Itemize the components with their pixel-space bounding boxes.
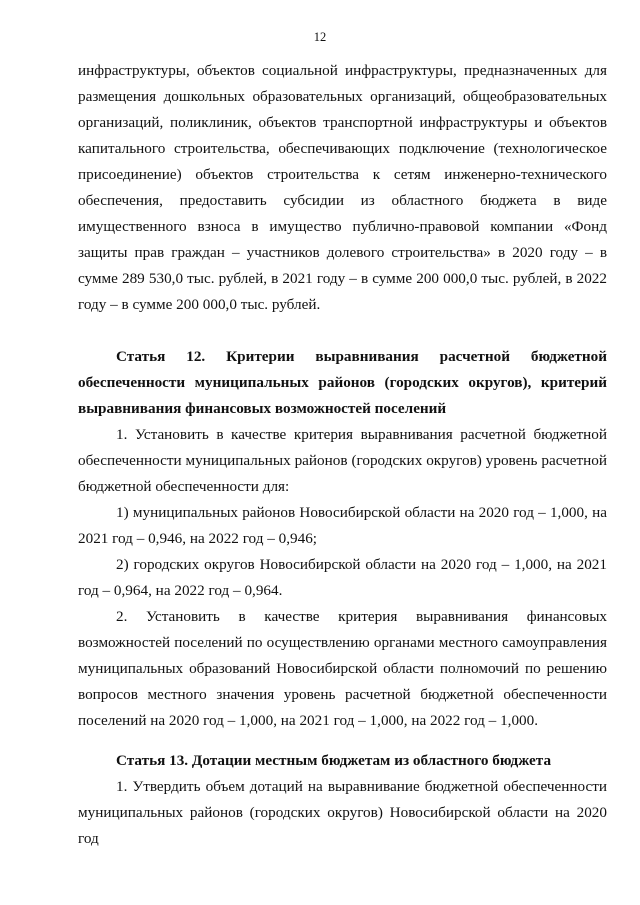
text-line: имущественного взноса в имущество публично-правовой компании «Фонд <box>78 218 607 235</box>
text-line: организаций, поликлиник, объектов транспортной инфраструктуры и объектов <box>78 114 607 131</box>
text-line: бюджетной обеспеченности для: <box>78 478 290 495</box>
text-line: год – 0,964, на 2022 год – 0,964. <box>78 582 283 599</box>
text-line: возможностей поселений по осуществлению органами местного самоуправления <box>78 634 607 651</box>
heading-line: Статья 12. Критерии выравнивания расчетной бюджетной <box>116 348 607 365</box>
text-line: вопросов местного значения уровень расчетной бюджетной обеспеченности <box>78 686 607 703</box>
text-line: капитального строительства, обеспечивающих подключение (технологическое <box>78 140 607 157</box>
article-12-item-2 <box>78 552 607 604</box>
text-line: сумме 289 530,0 тыс. рублей, в 2021 году – в сумме 200 000,0 тыс. рублей, в 2022 <box>78 270 607 287</box>
text-line: обеспеченности муниципальных районов (городских округов) уровень расчетной <box>78 452 607 469</box>
intro-paragraph <box>78 58 607 318</box>
text-line: году – в сумме 200 000,0 тыс. рублей. <box>78 296 321 313</box>
text-line: присоединение) объектов строительства к сетям инженерно-технического <box>78 166 607 183</box>
heading-line: обеспеченности муниципальных районов (городских округов), критерий <box>78 374 607 391</box>
article-12-heading <box>78 344 607 422</box>
text-line: 1. Установить в качестве критерия выравнивания расчетной бюджетной <box>116 426 607 443</box>
text-line: 1) муниципальных районов Новосибирской области на 2020 год – 1,000, на <box>116 504 607 521</box>
article-13-heading: Статья 13. Дотации местным бюджетам из областного бюджета <box>116 752 552 769</box>
text-line: поселений на 2020 год – 1,000, на 2021 год – 1,000, на 2022 год – 1,000. <box>78 712 539 729</box>
text-line: 2021 год – 0,946, на 2022 год – 0,946; <box>78 530 318 547</box>
document-body <box>78 58 607 852</box>
text-line: защиты прав граждан – участников долевого строительства» в 2020 году – в <box>78 244 607 261</box>
text-line: инфраструктуры, объектов социальной инфраструктуры, предназначенных для <box>78 62 607 79</box>
page-number: 12 <box>313 30 327 44</box>
heading-line: выравнивания финансовых возможностей поселений <box>78 400 447 417</box>
text-line: 2) городских округов Новосибирской области на 2020 год – 1,000, на 2021 <box>116 556 607 573</box>
text-line: размещения дошкольных образовательных организаций, общеобразовательных <box>78 88 607 105</box>
article-12-item-1 <box>78 500 607 552</box>
text-line: муниципальных районов (городских округов) Новосибирской области на 2020 год <box>78 804 607 847</box>
text-line: муниципальных образований Новосибирской области полномочий по решению <box>78 660 607 677</box>
article-12-paragraph-1 <box>78 422 607 500</box>
text-line: обеспечения, предоставить субсидии из областного бюджета в виде <box>78 192 607 209</box>
text-line: 1. Утвердить объем дотаций на выравнивание бюджетной обеспеченности <box>116 778 607 795</box>
article-13 <box>78 748 607 852</box>
article-12-paragraph-2 <box>78 604 607 734</box>
text-line: 2. Установить в качестве критерия выравнивания финансовых <box>116 608 607 625</box>
